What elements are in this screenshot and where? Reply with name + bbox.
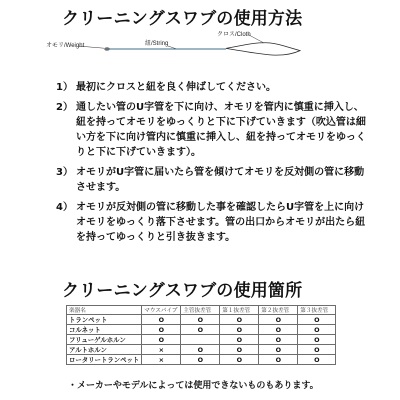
step-number: 4） [56, 202, 73, 213]
usage-method-title: クリーニングスワブの使用方法 [62, 9, 303, 29]
step-number: 3） [56, 167, 73, 178]
usage-mark: O [220, 345, 259, 355]
step-4 [56, 200, 366, 245]
usage-places-title: クリーニングスワブの使用箇所 [62, 281, 303, 301]
step-line: 紐を持ってオモリをゆっくりと下に下げていきます（吹込管は細 [76, 117, 366, 128]
string-label: 紐/String [145, 41, 169, 47]
usage-mark: O [142, 335, 181, 345]
table-row [67, 325, 336, 335]
usage-mark: O [259, 325, 298, 335]
usage-mark: O [259, 345, 298, 355]
usage-mark: O [181, 315, 220, 325]
usage-mark: O [181, 345, 220, 355]
step-3 [56, 165, 365, 195]
header-mouthpipe: マウスパイプ [142, 306, 181, 315]
usage-mark: O [298, 325, 336, 335]
step-number: 2） [56, 102, 73, 113]
usage-mark: O [259, 335, 298, 345]
table-row [67, 355, 336, 365]
usage-mark: O [298, 315, 336, 325]
step-1 [56, 80, 356, 95]
usage-mark: O [142, 315, 181, 325]
step-text [76, 165, 364, 195]
usage-mark [181, 335, 220, 345]
header-first-slide: 第１抜差管 [220, 306, 259, 315]
swab-diagram [0, 28, 400, 84]
usage-mark: O [298, 335, 336, 345]
usage-mark: O [181, 355, 220, 365]
usage-mark: O [298, 345, 336, 355]
step-line: い方を下に向け管内に慎重に挿入し、紐を持ってオモリをゆっく [76, 132, 366, 143]
step-line: オモリをゆっくり落下させます。管の出口からオモリが出たら紐 [76, 217, 366, 228]
step-line: りと下に下げていきます）。 [76, 147, 201, 158]
step-line: 最初にクロスと紐を良く伸ばしてください。 [76, 82, 276, 93]
usage-mark: × [142, 345, 181, 355]
step-line: オモリが反対側の管に移動した事を確認したらU字管を上に向け [76, 202, 365, 213]
step-text [76, 100, 366, 160]
usage-mark: O [220, 355, 259, 365]
usage-mark: O [259, 315, 298, 325]
table-row [67, 315, 336, 325]
string-pointer [168, 46, 176, 49]
step-text [76, 80, 356, 95]
table-row [67, 335, 336, 345]
header-third-slide: 第３抜差管 [298, 306, 336, 315]
instrument-name: トランペット [67, 315, 142, 325]
usage-mark: O [220, 325, 259, 335]
step-2 [56, 100, 366, 160]
instrument-name: ロータリートランペット [67, 355, 142, 365]
usage-table [66, 305, 336, 365]
compatibility-note: ・メーカーやモデルによっては使用できないものもあります。 [68, 381, 319, 391]
usage-mark: O [220, 335, 259, 345]
step-line: を持ってゆっくりと引き抜きます。 [76, 232, 236, 243]
instrument-name: コルネット [67, 325, 142, 335]
step-text [76, 200, 365, 245]
weight-label: オモリ/Weight [46, 43, 85, 49]
cloth-shape [226, 43, 300, 55]
step-line: オモリがU字管に届いたら管を傾けてオモリを反対側の管に移動 [76, 167, 365, 178]
usage-mark: O [142, 325, 181, 335]
usage-mark: O [298, 355, 336, 365]
step-number: 1） [56, 82, 73, 93]
table-header-row [67, 306, 336, 315]
step-line: 通したい管のU字管を下に向け、オモリを管内に慎重に挿入し、 [76, 102, 364, 113]
usage-mark: O [259, 355, 298, 365]
instrument-name: アルトホルン [67, 345, 142, 355]
cloth-label: クロス/Cloth [217, 32, 251, 38]
usage-steps [56, 80, 366, 250]
header-instrument: 楽器名 [67, 306, 142, 315]
usage-mark: O [181, 325, 220, 335]
table-row [67, 345, 336, 355]
weight-shape [104, 47, 110, 50]
usage-mark: × [142, 355, 181, 365]
header-second-slide: 第２抜差管 [259, 306, 298, 315]
step-line: させます。 [76, 182, 126, 193]
instrument-name: フリューゲルホルン [67, 335, 142, 345]
header-main-slide: 主管抜差管 [181, 306, 220, 315]
usage-mark: O [220, 315, 259, 325]
